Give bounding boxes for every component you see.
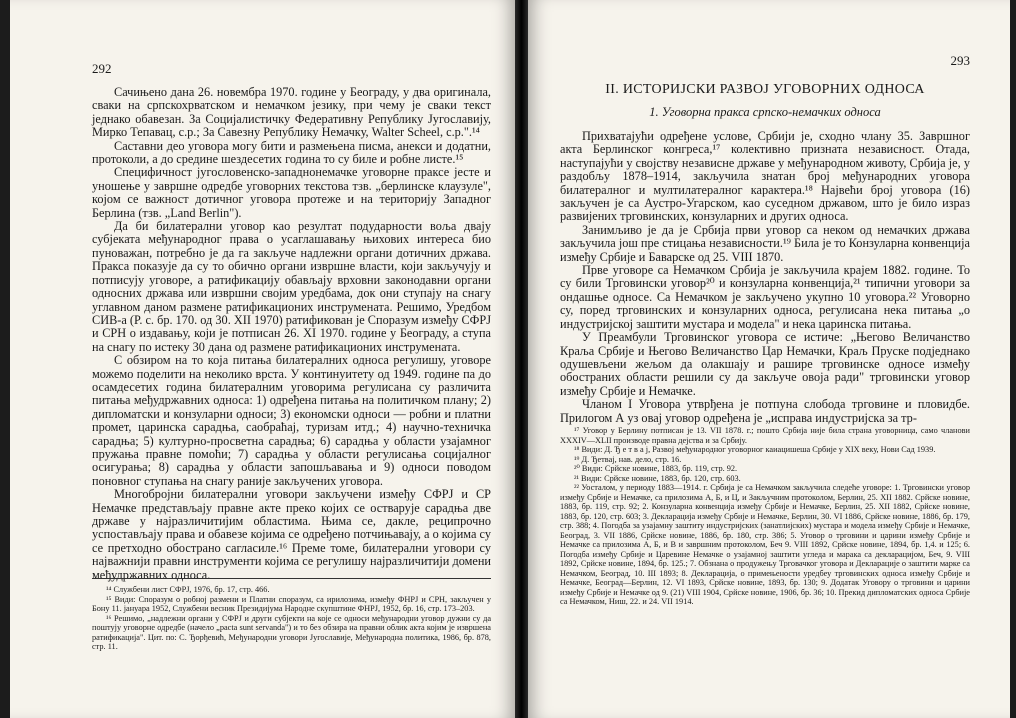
paragraph: Прве уговоре са Немачком Србија је закључила крајем 1882. године. То су били Трговински уговор²⁰ и конзуларна конвенција,²¹ типични уговори за ондашње односе. Са Немачком је закључено укупно 10 уговора.²² Уговорно су, поред трговинских и конзуларних односа, регулисана нека питања „о индустријској заштити мустара и модела" и нека царинска питања. <box>560 263 970 331</box>
paragraph: Чланом I Уговора утврђена је потпуна слобода трговине и пловидбе. Прилогом А уз овај уговор одређена је „исправа индустријска за тр- <box>560 397 970 425</box>
left-page <box>10 0 515 718</box>
body-text <box>92 86 491 582</box>
section-heading: II. ИСТОРИЈСКИ РАЗВОЈ УГОВОРНИХ ОДНОСА <box>605 82 925 97</box>
footnote: ²⁰ Види: Срйске новине, 1883, бр. 119, стр. 92. <box>574 464 738 473</box>
footnotes <box>92 578 491 652</box>
paragraph: Прихватајући одређене услове, Србији је, сходно члану 35. Завршног акта Берлинског конгреса,¹⁷ колективно призната независност. Отада, наступајући у својству независне државе у међународном животу, Србија је, у раздобљу 1878–1914, закључила знатан број међународних уговора билатералног и мултилатералног карактера.¹⁸ Највећи број уговора (16) закључен је са Аустро-Угарском, као суседном државом, што је било израз развијених трговинских, конзуларних и других односа. <box>560 129 970 224</box>
paragraph: Многобројни билатерални уговори закључени између СФРЈ и СР Немачке представљају правне акте преко којих се остварује сарадња две државе у најразличитијим областима. Њима се, дакле, реципрочно успостављају права и обавезе којима се одређено потчињавају, а о којима су се претходно обострано сагласиле.¹⁶ Преме томе, билатерални уговори су најважнији правни инструменти којима се регулишу најразличитији домени међудржавних односа. <box>92 487 492 582</box>
footnote: ²¹ Види: Срйске новине, 1883, бр. 120, стр. 603. <box>574 473 741 483</box>
page-number: 292 <box>92 61 112 76</box>
footnote: ¹⁹ Д. Ђетвај, нав. дело, стр. 16. <box>574 454 682 464</box>
footnote: ¹⁶ Решимо, „надлежни органи у СФРЈ и други субјекти на које се односи међународни уговор дужни су да поштују уговорне одредбе (начело „pacta sunt servanda") и то без обзира на правни облик акта којим је извршена ратификација". Цит. по: С. Ђорђевић, Међународни уговори Југославије, Међународна политика, 1986, бр. 878, стр. 11. <box>92 613 491 651</box>
right-page <box>528 0 1010 718</box>
footnote: ¹⁷ Уговор у Берлину потписан је 13. VII 1878. г.; пошто Србија није била страна уговорница, само чланови XXXIV—XLII производе правна дејства и за Србију. <box>560 426 970 445</box>
footnotes <box>560 420 970 607</box>
paragraph: Занимљиво је да је Србија први уговор са неком од немачких држава закључила још пре стицања независности.¹⁹ Била је то Конзуларна конвенција између Србије и Баварске од 25. VIII 1870. <box>560 222 970 264</box>
footnote: ¹⁴ Службени лист СФРЈ, 1976, бр. 17, стр. 466. <box>106 585 270 594</box>
paragraph: Сачињено дана 26. новембра 1970. године у Београду, у два оригинала, сваки на српскохрватском и немачком језику, при чему је сваки текст једнако обавезан. За Социјалистичку Федеративну Републику Југославију, Мирко Тепавац, с.р.; За Савезну Републику Немачку, Walter Scheel, с.р.".¹⁴ <box>92 85 491 140</box>
footnote: ¹⁵ Види: Споразум о робној размени и Платни споразум, са ирилозима, између ФНРЈ и СРН, закључен у Бону 11. јануара 1952, Службени весник Президијума Народне скупштине ФНРЈ, 1952, бр. 16, стр. 173–203. <box>92 594 491 613</box>
book-gutter <box>515 0 528 718</box>
paragraph: Специфичност југословенско-западнонемачке уговорне праксе јесте и уношење у завршне одредбе уговорних текстова тзв. „берлинске клаузуле", којом се важност дотичног уговора протеже и на територију Западног Берлина (тзв. „Land Berlin"). <box>92 165 491 220</box>
page-number: 293 <box>950 53 970 68</box>
paragraph: Да би билатерални уговор као резултат подударности воља двају субјеката међународног права о усаглашавању њихових интереса био пуноважан, потребно је да га закључе надлежни органи дотичних држава. Пракса показује да су то обично органи извршне власти, који закључују и потписују уговоре, а ратификацију обављају врховни законодавни органи односних држава или извршни својим уредбама, док они ступају на снагу углавном даном размене ратификационих инструмената. Решимо, Уредбом СИВ-а (Р. с. бр. 170. од 30. XII 1970) ратификован је Споразум између СФРЈ и СРН о издавању, који је потписан 26. XI 1970. године у Београду, а ступа на снагу по истеку 30 дана од размене ратификационих инструмената. <box>92 219 491 354</box>
body-text <box>560 130 970 425</box>
subsection-heading: 1. Уговорна пракса српско-немачких односа <box>649 105 881 119</box>
paragraph: У Преамбули Трговинског уговора се истиче: „Његово Величанство Краља Србије и Његово Величанство Цар Немачки, Краљ Пруске подједнако одушевљени жељом да олакшају и рашире трговинске односе између обостраних области решили су да закључе овоја ради" трговински уговор између Србије и Немачке. <box>560 330 970 398</box>
paragraph: С обзиром на то која питања билатералних односа регулишу, уговоре можемо поделити на неколико врста. У континуитету од 1949. године па до осамдесетих година билатералним уговорима регулисана су различита питања међудржавних односа: 1) одређена питања на политичком плану; 2) дипломатски и конзуларни односи; 3) економски односи — робни и платни промет, царинска сарадња, саобраћај, туризам итд.; 4) научно-техничка сарадња; 5) културно-просветна сарадња; 6) сарадња у области узајамног пружања правне помоћи; 7) сарадња у области регулисања социјалног осигурања; 8) сарадња у области запошљавања и 9) односи поводом поновног ступања на снагу раније закључених уговора. <box>92 353 491 488</box>
footnote: ²² Уосталом, у периоду 1883—1914. г. Србија је са Немачком закључила следеће уговоре: 1. Трговински уговор између Србије и Немачке, са прилозима А, Б, и Ц, и Закључним протоколом, Берлин, 25. XII 1882. Срйске новине, 1883, бр. 119, стр. 92; 2. Конзуларна конвенција између Србије и Немачке, Берлин, 25. XII 1882, Срйске новине, 1883, бр. 120, стр. 603; 3. Декларација између Србије и Немачке, Берлин, 30. VI 1886, Срйске новине, 1886, бр. 179, стр. 388; 4. Погодба за узајамну заштиту индустријских (занатлијских) мустара и модела између Србије и Немачке, Београд, 3. VII 1886, Срйске новине, 1886, бр. 180, стр. 386; 5. Уговор о трговини и царини између Србије и Немачке са прилозима А, Б, и В и завршним протоколом, Беч 9. VIII 1892, Срйске новине, 1894, бр. 1,4. и 125; 6. Погодба између Србије и Царевине Немачке о узајамној заштити угледа и марака са декларацијом, Беч, 9. VIII 1892, Срйске новине, 1894, бр. 125.; 7. Обзнана о продужењу Трговачког уговора и Декларације о заштити марке са Немачком, Београд, 10. III 1893; 8. Декларација, о примењености уредбеу трговинских односа између Србије и Немачке, Београд—Берлин, 12. VI 1893, Срйске новине, 1893, бр. 130; 9. Додатак Уговору о трговини и царини између Србије и Немачке од 9. (21) VIII 1904, Срйске новине, 1906, бр. 36; 10. Прекид дипломатских односа Србије са Немачком, Ниш, 22. и 24. VII 1914. <box>560 483 970 606</box>
footnote: ¹⁸ Види: Д. Ђ е т в а ј, Развој међународног уговорног каиацишеша Србије у XIX веку, Нови Сад 1939. <box>574 445 936 454</box>
paragraph: Саставни део уговора могу бити и размењена писма, анекси и додатни, протоколи, а до средине шездесетих година то су биле и робне листе.¹⁵ <box>92 138 491 167</box>
